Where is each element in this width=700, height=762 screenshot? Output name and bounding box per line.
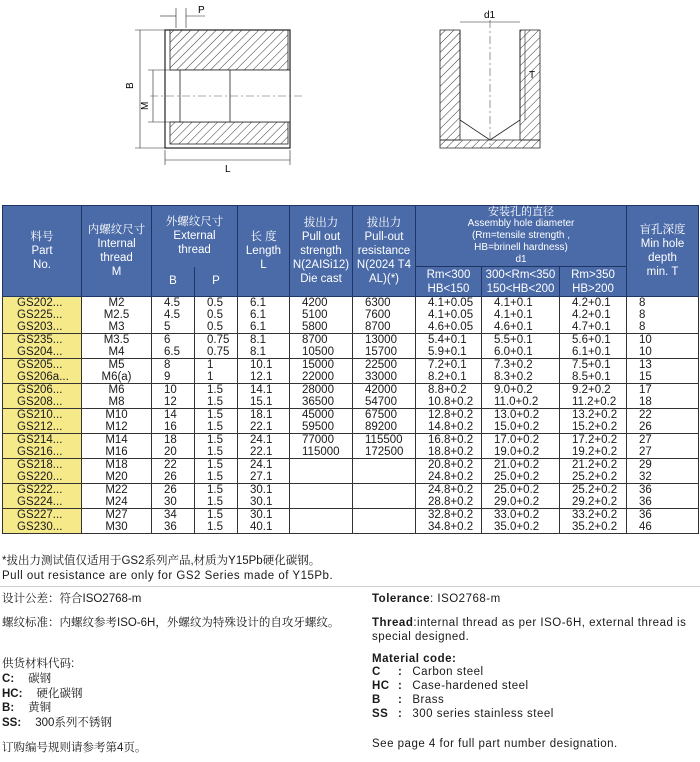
cell-l: 30.1: [238, 496, 290, 509]
material-en-item: C : Carbon steel: [372, 666, 484, 678]
cell-h3: 11.2+0.2: [560, 396, 627, 409]
cell-ps: [290, 509, 353, 522]
cell-m: M2: [82, 297, 152, 310]
cell-h1: 18.8+0.2: [416, 446, 482, 459]
cell-l: 6.1: [238, 321, 290, 334]
cell-m: M30: [82, 521, 152, 534]
cell-p: 1.5: [195, 434, 238, 447]
cell-t: 27: [627, 446, 699, 459]
cell-b: 16: [152, 421, 195, 434]
cell-m: M18: [82, 459, 152, 472]
cell-h3: 25.2+0.2: [560, 471, 627, 484]
cell-pr: 172500: [353, 446, 416, 459]
cell-p: 0.75: [195, 334, 238, 347]
header-part: 料号 Part No.: [3, 206, 82, 297]
cell-ps: 45000: [290, 409, 353, 422]
cell-p: 0.5: [195, 309, 238, 321]
cell-b: 26: [152, 471, 195, 484]
cell-part: GS230...: [3, 521, 82, 534]
thread-cn: 螺纹标准：内螺纹参考ISO-6H，外螺纹为特殊设计的自攻牙螺纹。: [2, 617, 340, 629]
assembly-hole-view: [440, 10, 540, 148]
cell-t: 22: [627, 409, 699, 422]
tolerance-cn: 设计公差：符合ISO2768-m: [2, 593, 142, 605]
header-hole-mid: 300<Rm<350 150<HB<200: [482, 267, 560, 297]
table-row: [3, 297, 699, 310]
cell-ps: 36500: [290, 396, 353, 409]
cell-t: 36: [627, 484, 699, 497]
cell-p: 1.5: [195, 459, 238, 472]
cell-h1: 16.8+0.2: [416, 434, 482, 447]
cell-h3: 13.2+0.2: [560, 409, 627, 422]
cell-t: 18: [627, 396, 699, 409]
dim-m-label: M: [140, 101, 151, 110]
material-cn-item: C: 碳钢: [2, 673, 52, 685]
cell-t: 8: [627, 297, 699, 310]
cell-p: 1.5: [195, 421, 238, 434]
cell-h1: 4.6+0.05: [416, 321, 482, 334]
cell-p: 1: [195, 371, 238, 384]
header-min-depth: 盲孔深度 Min hole depth min. T: [627, 206, 699, 297]
cell-pr: 8700: [353, 321, 416, 334]
cell-ps: 8700: [290, 334, 353, 347]
material-en-title: Material code:: [372, 653, 457, 665]
cell-h2: 35.0+0.2: [482, 521, 560, 534]
dim-d1-label: d1: [484, 10, 496, 21]
cell-part: GS224...: [3, 496, 82, 509]
cell-ps: [290, 459, 353, 472]
cell-ps: 59500: [290, 421, 353, 434]
cell-h1: 5.4+0.1: [416, 334, 482, 347]
cell-part: GS218...: [3, 459, 82, 472]
cell-t: 46: [627, 521, 699, 534]
cell-ps: [290, 484, 353, 497]
cell-m: M14: [82, 434, 152, 447]
cell-h2: 6.0+0.1: [482, 346, 560, 359]
cell-h1: 28.8+0.2: [416, 496, 482, 509]
table-row: [3, 384, 699, 397]
cell-h3: 7.5+0.1: [560, 359, 627, 372]
cell-p: 1.5: [195, 396, 238, 409]
cell-part: GS216...: [3, 446, 82, 459]
cell-t: 26: [627, 421, 699, 434]
cell-part: GS222...: [3, 484, 82, 497]
cell-h2: 33.0+0.2: [482, 509, 560, 522]
cell-t: 8: [627, 321, 699, 334]
cell-h3: 25.2+0.2: [560, 484, 627, 497]
dim-t-label: T: [529, 70, 536, 81]
cell-l: 30.1: [238, 484, 290, 497]
cell-l: 40.1: [238, 521, 290, 534]
cell-h2: 15.0+0.2: [482, 421, 560, 434]
cell-b: 4.5: [152, 309, 195, 321]
cell-m: M6: [82, 384, 152, 397]
cell-h3: 33.2+0.2: [560, 509, 627, 522]
thread-en-line2: special designed.: [372, 631, 470, 643]
cell-b: 12: [152, 396, 195, 409]
cell-h3: 4.2+0.1: [560, 297, 627, 310]
cell-p: 1.5: [195, 484, 238, 497]
cell-h1: 24.8+0.2: [416, 471, 482, 484]
cell-b: 20: [152, 446, 195, 459]
cell-h1: 5.9+0.1: [416, 346, 482, 359]
cell-h2: 25.0+0.2: [482, 484, 560, 497]
cell-p: 1.5: [195, 446, 238, 459]
cell-ps: 5100: [290, 309, 353, 321]
cell-t: 8: [627, 309, 699, 321]
cell-h1: 8.8+0.2: [416, 384, 482, 397]
header-pullout-strength: 拔出力 Pull out strength N(2AISi12) Die cast: [290, 206, 353, 297]
cell-m: M16: [82, 446, 152, 459]
cell-pr: [353, 484, 416, 497]
cell-h3: 17.2+0.2: [560, 434, 627, 447]
cell-b: 4.5: [152, 297, 195, 310]
cell-b: 18: [152, 434, 195, 447]
cell-ps: 10500: [290, 346, 353, 359]
cell-ps: 4200: [290, 297, 353, 310]
cell-part: GS203...: [3, 321, 82, 334]
cell-pr: [353, 459, 416, 472]
table-row: [3, 309, 699, 321]
header-assembly-hole: 安装孔的直径 Assembly hole diameter (Rm=tensile strength , HB=brinell hardness) d1: [416, 206, 627, 267]
material-cn-item: HC: 硬化碳钢: [2, 687, 83, 700]
cell-pr: 67500: [353, 409, 416, 422]
table-row: [3, 359, 699, 372]
cell-h1: 4.1+0.05: [416, 309, 482, 321]
cell-l: 6.1: [238, 297, 290, 310]
cell-part: GS204...: [3, 346, 82, 359]
insert-side-view: [125, 5, 305, 175]
cell-l: 27.1: [238, 471, 290, 484]
cell-b: 6: [152, 334, 195, 347]
cell-pr: 22500: [353, 359, 416, 372]
cell-h1: 12.8+0.2: [416, 409, 482, 422]
cell-pr: 89200: [353, 421, 416, 434]
cell-t: 36: [627, 509, 699, 522]
cell-t: 36: [627, 496, 699, 509]
header-external-p: P: [195, 267, 238, 297]
cell-part: GS227...: [3, 509, 82, 522]
cell-h2: 29.0+0.2: [482, 496, 560, 509]
cell-b: 30: [152, 496, 195, 509]
material-en-item: HC : Case-hardened steel: [372, 680, 529, 692]
cell-p: 0.5: [195, 297, 238, 310]
cell-pr: [353, 496, 416, 509]
cell-b: 36: [152, 521, 195, 534]
header-external-thread: 外螺纹尺寸 External thread: [152, 206, 238, 267]
cell-m: M5: [82, 359, 152, 372]
cell-m: M3: [82, 321, 152, 334]
cell-l: 22.1: [238, 446, 290, 459]
cell-l: 18.1: [238, 409, 290, 422]
cell-ps: [290, 471, 353, 484]
cell-h1: 4.1+0.05: [416, 297, 482, 310]
cell-m: M27: [82, 509, 152, 522]
spec-table: [2, 205, 699, 534]
spec-table-body: [3, 297, 699, 534]
cell-h3: 6.1+0.1: [560, 346, 627, 359]
cell-l: 6.1: [238, 309, 290, 321]
cell-pr: 6300: [353, 297, 416, 310]
material-cn-item: SS: 300系列不锈钢: [2, 716, 112, 729]
cell-m: M22: [82, 484, 152, 497]
cell-p: 1.5: [195, 496, 238, 509]
cell-t: 27: [627, 434, 699, 447]
cell-h2: 13.0+0.2: [482, 409, 560, 422]
cell-h2: 5.5+0.1: [482, 334, 560, 347]
cell-m: M8: [82, 396, 152, 409]
cell-m: M3.5: [82, 334, 152, 347]
material-cn-title: 供货材料代码:: [2, 658, 75, 670]
cell-b: 5: [152, 321, 195, 334]
cell-l: 24.1: [238, 459, 290, 472]
pullout-note-en: Pull out resistance are only for GS2 Series made of Y15Pb.: [2, 570, 334, 582]
cell-pr: 13000: [353, 334, 416, 347]
cell-h3: 21.2+0.2: [560, 459, 627, 472]
cell-l: 8.1: [238, 346, 290, 359]
cell-h2: 25.0+0.2: [482, 471, 560, 484]
cell-h1: 20.8+0.2: [416, 459, 482, 472]
order-cn: 订购编号规则请参考第4页。: [2, 742, 147, 754]
dim-p-label: P: [198, 5, 205, 16]
cell-h2: 4.6+0.1: [482, 321, 560, 334]
table-row: [3, 521, 699, 534]
header-length: 长 度 Length L: [238, 206, 290, 297]
cell-h3: 8.5+0.1: [560, 371, 627, 384]
cell-m: M24: [82, 496, 152, 509]
cell-part: GS208...: [3, 396, 82, 409]
cell-ps: 5800: [290, 321, 353, 334]
table-row: [3, 434, 699, 447]
material-en-item: B : Brass: [372, 694, 445, 706]
cell-p: 1.5: [195, 409, 238, 422]
cell-p: 1.5: [195, 509, 238, 522]
cell-ps: 22000: [290, 371, 353, 384]
cell-m: M4: [82, 346, 152, 359]
cell-h2: 7.3+0.2: [482, 359, 560, 372]
thread-en: Thread:internal thread as per ISO-6H, external thread is: [372, 617, 687, 629]
cell-pr: 7600: [353, 309, 416, 321]
cell-l: 14.1: [238, 384, 290, 397]
cell-ps: 115000: [290, 446, 353, 459]
cell-b: 8: [152, 359, 195, 372]
table-row: [3, 334, 699, 347]
cell-h1: 34.8+0.2: [416, 521, 482, 534]
cell-t: 15: [627, 371, 699, 384]
cell-h1: 32.8+0.2: [416, 509, 482, 522]
cell-pr: 42000: [353, 384, 416, 397]
header-hole-low: Rm<300 HB<150: [416, 267, 482, 297]
cell-p: 0.75: [195, 346, 238, 359]
cell-h1: 14.8+0.2: [416, 421, 482, 434]
cell-b: 6.5: [152, 346, 195, 359]
header-external-b: B: [152, 267, 195, 297]
material-en-item: SS : 300 series stainless steel: [372, 708, 554, 720]
cell-h2: 21.0+0.2: [482, 459, 560, 472]
material-cn-item: B: 黄铜: [2, 702, 52, 714]
cell-part: GS206...: [3, 384, 82, 397]
cell-ps: 28000: [290, 384, 353, 397]
cell-h3: 19.2+0.2: [560, 446, 627, 459]
cell-ps: 15000: [290, 359, 353, 372]
cell-h3: 29.2+0.2: [560, 496, 627, 509]
cell-t: 10: [627, 334, 699, 347]
dim-b-label: B: [125, 82, 136, 89]
cell-p: 1.5: [195, 384, 238, 397]
cell-l: 30.1: [238, 509, 290, 522]
cell-h2: 19.0+0.2: [482, 446, 560, 459]
cell-m: M20: [82, 471, 152, 484]
cell-l: 15.1: [238, 396, 290, 409]
cell-l: 24.1: [238, 434, 290, 447]
cell-p: 1.5: [195, 471, 238, 484]
cell-part: GS235...: [3, 334, 82, 347]
cell-part: GS220...: [3, 471, 82, 484]
cell-t: 29: [627, 459, 699, 472]
cell-ps: [290, 521, 353, 534]
cell-pr: [353, 521, 416, 534]
cell-b: 10: [152, 384, 195, 397]
cell-h3: 4.2+0.1: [560, 309, 627, 321]
cell-pr: [353, 471, 416, 484]
cell-h2: 4.1+0.1: [482, 309, 560, 321]
cell-pr: [353, 509, 416, 522]
cell-part: GS205...: [3, 359, 82, 372]
cell-h3: 4.7+0.1: [560, 321, 627, 334]
cell-pr: 115500: [353, 434, 416, 447]
table-row: [3, 396, 699, 409]
cell-l: 12.1: [238, 371, 290, 384]
cell-part: GS210...: [3, 409, 82, 422]
cell-t: 13: [627, 359, 699, 372]
cell-h3: 9.2+0.2: [560, 384, 627, 397]
table-row: [3, 321, 699, 334]
cell-b: 26: [152, 484, 195, 497]
cell-m: M10: [82, 409, 152, 422]
divider: [0, 586, 700, 587]
cell-h2: 11.0+0.2: [482, 396, 560, 409]
cell-ps: 77000: [290, 434, 353, 447]
table-row: [3, 371, 699, 384]
table-row: [3, 459, 699, 472]
cell-p: 1: [195, 359, 238, 372]
cell-h2: 4.1+0.1: [482, 297, 560, 310]
tolerance-en: Tolerance: ISO2768-m: [372, 593, 501, 605]
cell-l: 22.1: [238, 421, 290, 434]
cell-t: 10: [627, 346, 699, 359]
cell-h1: 10.8+0.2: [416, 396, 482, 409]
cell-h1: 8.2+0.1: [416, 371, 482, 384]
table-row: [3, 446, 699, 459]
table-row: [3, 484, 699, 497]
table-row: [3, 509, 699, 522]
cell-p: 1.5: [195, 521, 238, 534]
order-en: See page 4 for full part number designation.: [372, 738, 618, 750]
header-hole-high: Rm>350 HB>200: [560, 267, 627, 297]
cell-p: 0.5: [195, 321, 238, 334]
technical-drawings: [0, 0, 700, 200]
cell-h1: 24.8+0.2: [416, 484, 482, 497]
cell-h3: 15.2+0.2: [560, 421, 627, 434]
cell-b: 14: [152, 409, 195, 422]
cell-m: M12: [82, 421, 152, 434]
table-row: [3, 496, 699, 509]
cell-ps: [290, 496, 353, 509]
cell-b: 22: [152, 459, 195, 472]
table-row: [3, 346, 699, 359]
cell-pr: 33000: [353, 371, 416, 384]
dim-l-label: L: [225, 164, 231, 175]
cell-part: GS206a...: [3, 371, 82, 384]
table-row: [3, 421, 699, 434]
cell-part: GS212...: [3, 421, 82, 434]
cell-b: 9: [152, 371, 195, 384]
cell-m: M2.5: [82, 309, 152, 321]
cell-l: 8.1: [238, 334, 290, 347]
cell-part: GS214...: [3, 434, 82, 447]
cell-h2: 9.0+0.2: [482, 384, 560, 397]
cell-h2: 8.3+0.2: [482, 371, 560, 384]
cell-part: GS225...: [3, 309, 82, 321]
pullout-note-cn: *拔出力测试值仅适用于GS2系列产品,材质为Y15Pb硬化碳钢。: [2, 555, 321, 567]
cell-h1: 7.2+0.1: [416, 359, 482, 372]
table-row: [3, 471, 699, 484]
header-pullout-resistance: 拔出力 Pull-out resistance N(2024 T4 AL)(*): [353, 206, 416, 297]
cell-t: 17: [627, 384, 699, 397]
cell-pr: 54700: [353, 396, 416, 409]
header-internal-thread: 内螺纹尺寸 Internal thread M: [82, 206, 152, 297]
cell-h2: 17.0+0.2: [482, 434, 560, 447]
cell-h3: 35.2+0.2: [560, 521, 627, 534]
cell-part: GS202...: [3, 297, 82, 310]
cell-h3: 5.6+0.1: [560, 334, 627, 347]
cell-t: 32: [627, 471, 699, 484]
cell-b: 34: [152, 509, 195, 522]
cell-m: M6(a): [82, 371, 152, 384]
cell-pr: 15700: [353, 346, 416, 359]
cell-l: 10.1: [238, 359, 290, 372]
table-row: [3, 409, 699, 422]
